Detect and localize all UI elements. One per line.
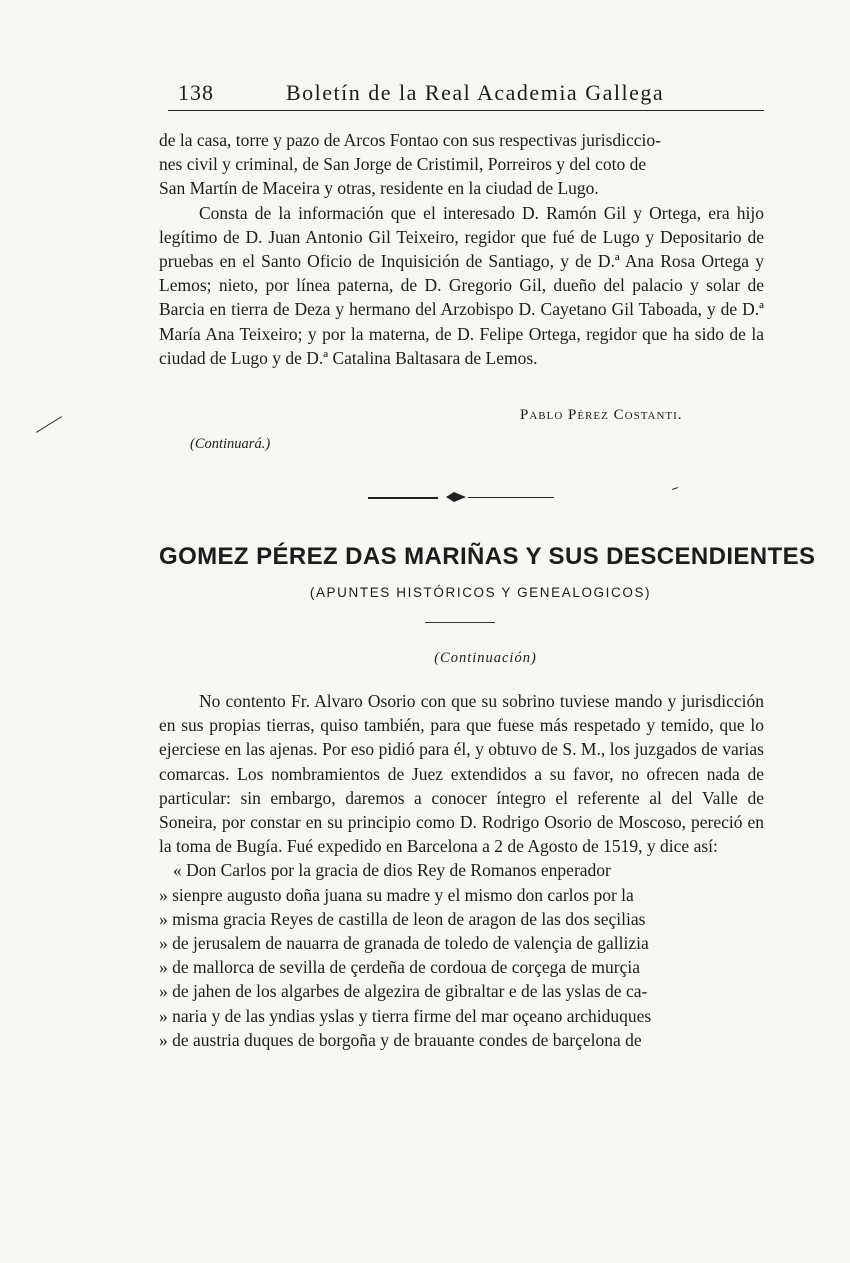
continuation-note: (Continuación) xyxy=(434,650,537,666)
quote-line: » de jerusalem de nauarra de granada de toledo de valençia de gallizia xyxy=(159,933,649,954)
article-subtitle: (APUNTES HISTÓRICOS Y GENEALOGICOS) xyxy=(309,585,652,600)
margin-mark xyxy=(36,416,62,433)
paragraph: Consta de la información que el interesado D. Ramón Gil y Ortega, era hijo legítimo de D. Juan Antonio Gil Teixeiro, regidor que fué de Lugo y Depositario de pruebas en el Santo Oficio de Inquisición de Santiago, y de D.ª Ana Rosa Ortega y Lemos; nieto, por línea paterna, de D. Gregorio Gil, dueño del palacio y solar de Barcia en tierra de Deza y hermano del Arzobispo D. Cayetano Gil Taboada, y de D.ª María Ana Teixeiro; y por la materna, de D. Felipe Ortega, regidor que ha sido de la ciudad de Lugo y de D.ª Catalina Baltasara de Lemos. xyxy=(159,202,764,368)
page-number: 138 xyxy=(178,80,214,105)
quote-line: » de jahen de los algarbes de algezira de gibraltar e de las yslas de ca- xyxy=(159,981,648,1002)
continued-article-text xyxy=(159,128,764,370)
text-line: de la casa, torre y pazo de Arcos Fontao con sus respectivas jurisdiccio- xyxy=(159,130,661,150)
quote-line: » naria y de las yndias yslas y tierra firme del mar oçeano archiduques xyxy=(159,1005,652,1026)
paragraph: No contento Fr. Alvaro Osorio con que su sobrino tuviese mando y jurisdicción en sus propias tierras, quiso también, para que fuese más respetado y temido, que lo ejerciese en las ajenas. Por eso pidió para él, y obtuvo de S. M., los juzgados de varias comarcas. Los nombramientos de Juez extendidos a su favor, no ofrecen nada de particular: sin embargo, daremos a conocer íntegro el referente al del Valle de Soneira, por constar en su principio como D. Rodrigo Osorio de Moscoso, pereció en la toma de Bugía. Fué expedido en Barcelona a 2 de Agosto de 1519, y dice así: xyxy=(159,691,764,857)
author-signature: Pablo Pérez Costanti. xyxy=(520,407,683,423)
text-line: nes civil y criminal, de San Jorge de Cristimil, Porreiros y del coto de xyxy=(159,154,647,175)
article-title: GOMEZ PÉREZ DAS MARIÑAS Y SUS DESCENDIENTES xyxy=(159,543,816,570)
page-header xyxy=(168,78,764,108)
quote-line: » de mallorca de sevilla de çerdeña de cordoua de corçega de murçia xyxy=(159,957,640,978)
margin-mark xyxy=(672,487,678,490)
quote-line: » misma gracia Reyes de castilla de leon de aragon de las dos seçilias xyxy=(159,908,646,929)
quote-line: « Don Carlos por la gracia de dios Rey de Romanos enperador xyxy=(173,860,611,881)
text-line: San Martín de Maceira y otras, residente en la ciudad de Lugo. xyxy=(159,178,599,199)
quote-line: » de austria duques de borgoña y de brauante condes de barçelona de xyxy=(159,1029,642,1050)
article-body xyxy=(159,689,764,1052)
continued-note: (Continuará.) xyxy=(190,436,271,452)
quote-line: » sienpre augusto doña juana su madre y el mismo don carlos por la xyxy=(159,884,634,905)
running-head: Boletín de la Real Academia Gallega xyxy=(286,80,665,105)
section-divider-ornament xyxy=(368,492,554,504)
subtitle-rule xyxy=(425,622,495,623)
header-rule xyxy=(168,110,764,111)
